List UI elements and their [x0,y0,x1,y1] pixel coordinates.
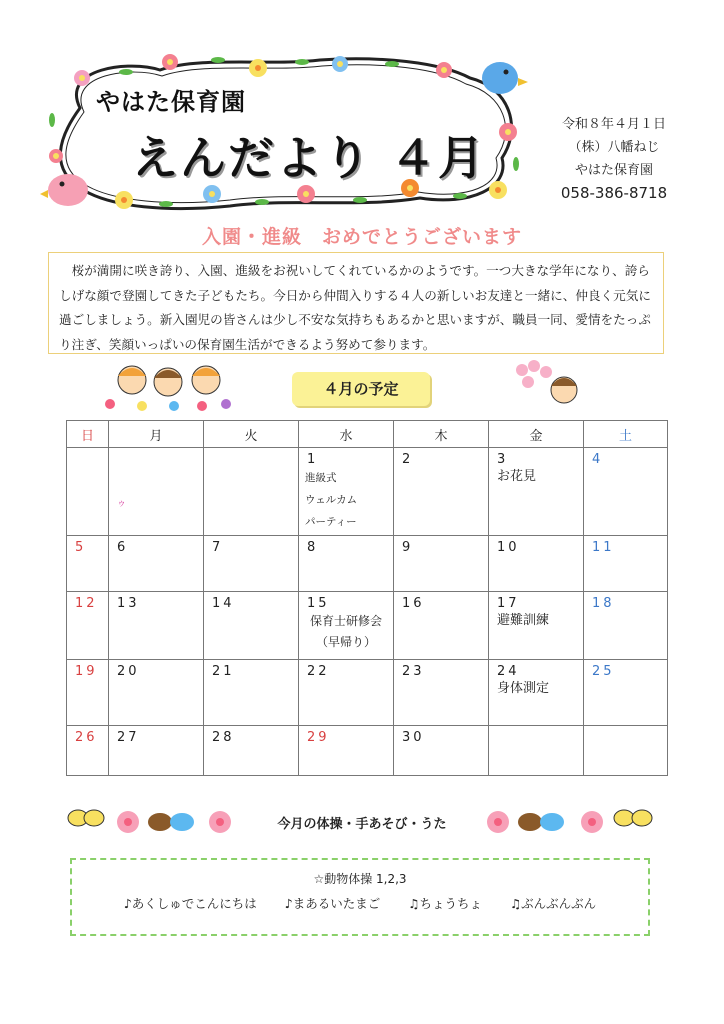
songs-box [70,858,650,936]
songs-title: 今月の体操・手あそび・うた [277,817,447,832]
calendar-day-cell [584,592,668,660]
day-number: 26 [75,730,98,745]
calendar-event: 進級式 [305,472,337,484]
day-number: 6 [117,540,129,555]
calendar-day-cell [67,726,109,776]
greeting-message: 桜が満開に咲き誇り、入園、進級をお祝いしてくれているかのようです。一つ大きな学年になり、誇らしげな顔で登園してきた子どもたち。今日から仲間入りする４人の新しいお友達と一緒に、仲良く元気に過ごしましょう。新入園児の皆さんは少し不安な気持ちもあるかと思いますが、職員一同、愛情をたっぷり注ぎ、笑顔いっぱいの保育園生活ができるよう努めて参ります。 [48,252,664,354]
calendar-day-cell [299,726,394,776]
calendar-day-cell [204,536,299,592]
weekday-header: 月 [109,421,204,448]
calendar-day-cell [109,726,204,776]
day-number: 15 [307,596,330,611]
day-number [584,726,667,730]
song-item: ♪まあるいたまご [284,896,381,911]
day-number: 21 [212,664,235,679]
calendar-day-cell [299,660,394,726]
bluebird-icon [482,62,528,94]
day-number: 30 [402,730,425,745]
calendar-day-cell [584,448,668,536]
calendar-day-cell [394,536,489,592]
weekday-header: 火 [204,421,299,448]
calendar-day-cell [489,592,584,660]
calendar-day-cell [204,448,299,536]
day-number: 7 [212,540,224,555]
girl-with-sakura-icon [512,360,584,408]
day-number [109,448,203,452]
butterfly-flower-decoration-right [484,804,658,840]
day-number: 11 [592,540,615,555]
weekday-header: 日 [67,421,109,448]
monthly-calendar [66,420,668,776]
cell-mark: ゥ [117,499,127,509]
song-item: ♫ちょうちょ [408,896,482,911]
calendar-week-row [67,448,668,536]
calendar-day-cell [489,536,584,592]
day-number: 17 [497,596,520,611]
newsletter-title: えんだより ４月 [132,131,487,185]
day-number: 1 [307,452,319,467]
calendar-day-cell [394,448,489,536]
calendar-day-cell [109,660,204,726]
issuer-info [548,113,680,205]
schedule-label: ４月の予定 [292,372,430,406]
pink-bird-icon [40,174,88,206]
calendar-day-cell [584,726,668,776]
calendar-day-cell [67,660,109,726]
calendar-day-cell [394,592,489,660]
company-name: （株）八幡ねじ [568,140,660,155]
day-number: 3 [497,452,509,467]
calendar-day-cell [204,660,299,726]
greeting-title: 入園・進級 おめでとうございます [201,226,522,248]
phone-number: 058-386-8718 [560,184,668,202]
day-number: 29 [307,730,330,745]
calendar-day-cell [394,660,489,726]
calendar-day-cell [489,660,584,726]
calendar-day-cell [299,536,394,592]
calendar-event: 避難訓練 [497,613,550,628]
calendar-day-cell [67,448,109,536]
day-number: 12 [75,596,98,611]
calendar-event: お花見 [497,469,537,484]
calendar-event: 保育士研修会 [309,614,382,628]
calendar-day-cell [67,536,109,592]
weekday-header-row [67,421,668,448]
day-number: 10 [497,540,520,555]
school-name: やはた保育園 [96,88,246,116]
song-item: ♪あくしゅでこんにちは [123,896,257,911]
school-label: やはた保育園 [574,163,653,178]
day-number: 28 [212,730,235,745]
calendar-day-cell [584,536,668,592]
day-number [489,726,583,730]
children-icon [102,360,234,412]
song-list [72,894,648,912]
day-number: 4 [592,452,604,467]
exercise-title: ☆動物体操 1,2,3 [313,872,407,886]
calendar-event: ウェルカム [305,494,358,506]
calendar-day-cell [584,660,668,726]
calendar-event: 身体測定 [497,681,550,696]
day-number [67,448,108,452]
weekday-header: 木 [394,421,489,448]
weekday-header: 水 [299,421,394,448]
day-number: 22 [307,664,330,679]
day-number: 19 [75,664,98,679]
calendar-event: （早帰り） [315,635,376,649]
weekday-header: 土 [584,421,668,448]
flower-icon [487,811,509,833]
day-number: 14 [212,596,235,611]
day-number: 23 [402,664,425,679]
calendar-week-row [67,726,668,776]
calendar-day-cell [109,448,204,536]
calendar-event: パーティー [305,516,357,528]
day-number: 20 [117,664,140,679]
day-number: 25 [592,664,615,679]
song-item: ♫ぶんぶんぶん [509,896,597,911]
calendar-day-cell [489,726,584,776]
calendar-day-cell [394,726,489,776]
day-number: 8 [307,540,319,555]
day-number: 27 [117,730,140,745]
day-number: 9 [402,540,414,555]
day-number: 5 [75,540,87,555]
calendar-day-cell [109,592,204,660]
calendar-day-cell [67,592,109,660]
day-number: 2 [402,452,414,467]
calendar-week-row [67,660,668,726]
calendar-day-cell [109,536,204,592]
calendar-day-cell [204,726,299,776]
day-number: 13 [117,596,140,611]
weekday-header: 金 [489,421,584,448]
calendar-day-cell [489,448,584,536]
day-number: 18 [592,596,615,611]
day-number: 16 [402,596,425,611]
calendar-day-cell [299,448,394,536]
calendar-week-row [67,592,668,660]
butterfly-icon [614,810,652,826]
calendar-body [67,448,668,776]
calendar-day-cell [299,592,394,660]
day-number [204,448,298,452]
day-number: 24 [497,664,520,679]
calendar-week-row [67,536,668,592]
calendar-day-cell [204,592,299,660]
issue-date: 令和８年４月１日 [561,117,666,132]
